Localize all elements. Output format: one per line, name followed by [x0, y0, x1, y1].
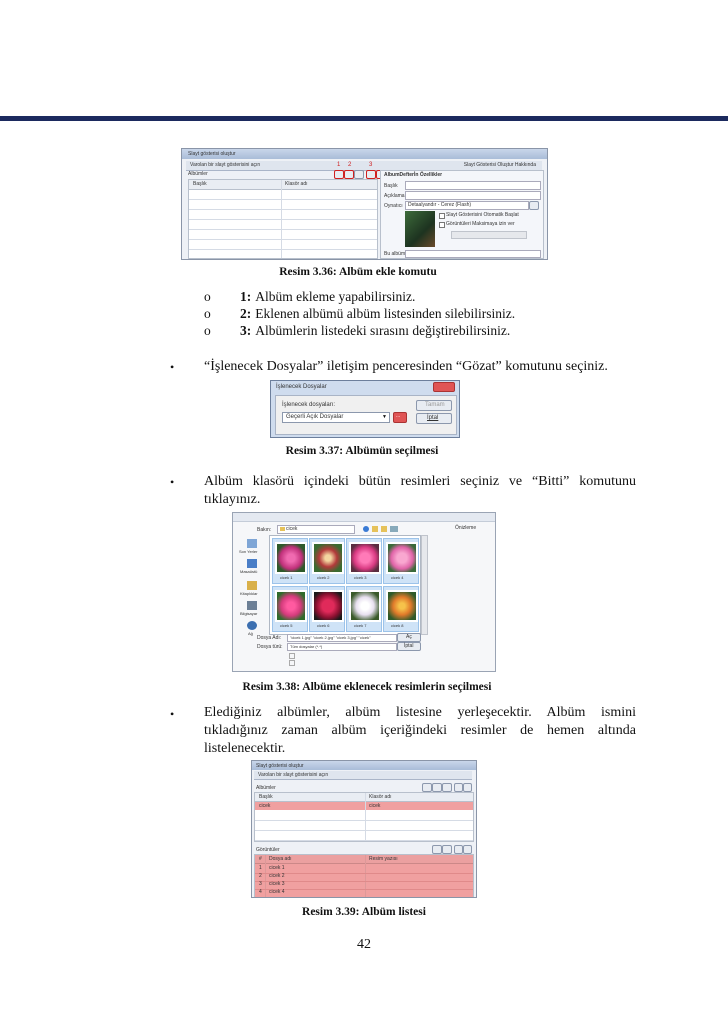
browse-button[interactable]: [393, 412, 407, 423]
preview-label: Önizleme: [455, 525, 477, 531]
file-item[interactable]: [309, 586, 345, 632]
allow-images-checkbox[interactable]: [439, 222, 445, 228]
auto-start-label: Slayt Gösterisini Otomatik Başlat: [446, 212, 519, 218]
row-number: 1: [259, 865, 262, 871]
window-titlebar: [252, 761, 476, 770]
window-titlebar: [182, 149, 547, 159]
title-label: Başlık: [384, 183, 398, 189]
table-row[interactable]: [255, 821, 473, 831]
tab-open-existing[interactable]: Varolan bir slayt gösterisini açın: [258, 772, 329, 778]
move-up-button[interactable]: [454, 783, 463, 792]
subitem-text: Eklenen albümü albüm listesinden silebilirsiniz.: [255, 306, 516, 321]
file-item[interactable]: [346, 586, 382, 632]
remove-album-button[interactable]: [344, 170, 354, 179]
callout-2: 2: [348, 162, 352, 168]
subitem-number: 3:: [240, 323, 252, 338]
bullet: •: [170, 707, 175, 721]
file-grid: [269, 535, 421, 635]
callout-1: 1: [337, 162, 341, 168]
col-file: Dosya adı: [269, 856, 292, 862]
row-number: 4: [259, 889, 262, 895]
details-title: AlbumDefterİn Özellikler: [384, 172, 443, 178]
file-name: cicek 4: [391, 575, 404, 580]
close-icon[interactable]: [433, 382, 455, 392]
file-type-value: Tüm dosyalar (*.*): [290, 644, 323, 649]
file-name-value: "cicek 1.jpg" "cicek 2.jpg" "cicek 3.jpg" "cicek": [290, 635, 371, 640]
place-label: Kitaplıklar: [240, 591, 258, 596]
row-file: cicek 3: [269, 881, 285, 887]
open-button[interactable]: [397, 633, 421, 642]
subitem-1-text: [240, 289, 415, 305]
checkbox[interactable]: [289, 660, 295, 666]
add-album-button[interactable]: [422, 783, 432, 792]
place-label: Son Yerler: [239, 549, 258, 554]
table-row[interactable]: [189, 230, 377, 240]
table-row[interactable]: [189, 200, 377, 210]
disabled-select: [451, 231, 527, 239]
page-number: 42: [357, 937, 371, 952]
subitem-2: [204, 306, 211, 322]
cancel-label: İptal: [404, 643, 414, 649]
file-item[interactable]: [272, 538, 308, 584]
player-label: Oynatıcı: [384, 203, 403, 209]
file-type-label: Dosya türü:: [257, 644, 283, 650]
instruction-paragraph-3-line-1: Elediğiniz albümler, albüm listesine yerleşecektir. Albüm ismini: [204, 705, 636, 720]
caption-text: Resim 3.37: Albümün seçilmesi: [285, 445, 439, 457]
screenshot-open-dialog: [232, 512, 496, 672]
row-file: cicek 2: [269, 873, 285, 879]
libraries-icon[interactable]: [247, 581, 257, 590]
edit-album-button[interactable]: [354, 170, 364, 179]
file-thumbnail: [386, 590, 418, 622]
window-title: Slayt gösterisi oluştur: [256, 763, 304, 769]
instruction-paragraph-1: “İşlenecek Dosyalar” iletişim penceresinden “Gözat” komutunu seçiniz.: [204, 359, 608, 374]
places-bar: [237, 535, 267, 639]
images-label: Görüntüler: [256, 847, 280, 853]
file-thumbnail: [386, 542, 418, 574]
dialog-body: [275, 395, 457, 435]
row-file: cicek 4: [269, 889, 285, 895]
tab-bar: [254, 771, 472, 780]
table-row[interactable]: [189, 220, 377, 230]
file-name: cicek 6: [317, 623, 330, 628]
screenshot-album-list: [251, 760, 477, 898]
file-item[interactable]: [383, 586, 419, 632]
subitem-marker: o: [204, 306, 211, 321]
look-in-select[interactable]: [277, 525, 355, 534]
player-select[interactable]: [405, 201, 529, 210]
albums-table: [188, 179, 378, 259]
add-album-button[interactable]: [334, 170, 344, 179]
window-title: Slayt gösterisi oluştur: [188, 151, 236, 157]
scrollbar[interactable]: [421, 535, 428, 635]
move-up-button[interactable]: [366, 170, 376, 179]
back-icon[interactable]: [363, 526, 369, 532]
new-folder-icon[interactable]: [381, 526, 387, 532]
move-image-up-button[interactable]: [454, 845, 463, 854]
table-header: [255, 793, 473, 802]
file-thumbnail: [275, 542, 307, 574]
network-icon[interactable]: [247, 621, 257, 630]
row-number: 2: [259, 873, 262, 879]
bullet: •: [170, 360, 175, 374]
subitem-3: [204, 323, 211, 339]
table-row[interactable]: [189, 240, 377, 250]
file-name: cicek 7: [354, 623, 367, 628]
view-menu-icon[interactable]: [390, 526, 398, 532]
up-folder-icon[interactable]: [372, 526, 378, 532]
file-item[interactable]: [272, 586, 308, 632]
look-in-label: Bakın:: [257, 527, 272, 533]
checkbox[interactable]: [289, 653, 295, 659]
screenshot-files-dialog: [270, 380, 460, 438]
file-thumbnail: [275, 590, 307, 622]
subitem-marker: o: [204, 289, 211, 304]
tab-about[interactable]: Slayt Gösterisi Oluştur Hakkında: [463, 162, 536, 168]
folder-icon: [280, 527, 285, 531]
file-item[interactable]: [309, 538, 345, 584]
cancel-button[interactable]: [416, 413, 452, 424]
place-label: Bilgisayar: [240, 611, 258, 616]
description-label: Açıklama: [384, 193, 405, 199]
col-number: #: [259, 856, 262, 862]
instruction-paragraph-2-line-2: tıklayınız.: [204, 492, 261, 507]
place-label: Ağ: [248, 631, 253, 636]
chevron-down-icon: ▼: [382, 414, 387, 420]
file-item[interactable]: [346, 538, 382, 584]
header-rule: [0, 116, 728, 121]
file-name: cicek 8: [391, 623, 404, 628]
place-label: Masaüstü: [240, 569, 258, 574]
auto-start-checkbox[interactable]: [439, 213, 445, 219]
edit-album-button[interactable]: [442, 783, 452, 792]
caption-3-36: [0, 266, 728, 278]
file-name: cicek 1: [280, 575, 293, 580]
subitem-text: Albümlerin listedeki sırasını değiştirebilirsiniz.: [255, 323, 511, 338]
dialog-title: İşlenecek Dosyalar: [276, 384, 327, 390]
remove-image-button[interactable]: [442, 845, 452, 854]
file-thumbnail: [349, 590, 381, 622]
albums-label: Albümler: [188, 171, 208, 177]
table-row[interactable]: [255, 811, 473, 821]
album-select[interactable]: [405, 250, 541, 258]
file-thumbnail: [349, 542, 381, 574]
album-folder-cell: cicek: [369, 803, 381, 809]
album-details-panel: [380, 170, 544, 259]
open-label: Aç: [406, 634, 412, 640]
recent-places-icon[interactable]: [247, 539, 257, 548]
player-value: Detaalyandır - Cerez (Flash): [408, 202, 472, 208]
col-folder: Klasör adı: [369, 794, 392, 800]
col-folder: Klasör adı: [285, 181, 308, 187]
move-image-down-button[interactable]: [463, 845, 472, 854]
album-title-cell: cicek: [259, 803, 271, 809]
player-settings-button[interactable]: [529, 201, 539, 210]
col-caption: Resim yazısı: [369, 856, 398, 862]
subitem-1: [204, 289, 211, 305]
instruction-paragraph-3-line-3: listelenecektir.: [204, 741, 286, 756]
remove-album-button[interactable]: [432, 783, 442, 792]
screenshot-add-album: [181, 148, 548, 260]
computer-icon[interactable]: [247, 601, 257, 610]
table-row[interactable]: [255, 831, 473, 841]
window-titlebar: [233, 513, 495, 522]
look-in-value: cicek: [286, 526, 298, 532]
cancel-button[interactable]: [397, 642, 421, 651]
row-file: cicek 1: [269, 865, 285, 871]
caption-text: Resim 3.39: Albüm listesi: [302, 906, 426, 918]
description-input[interactable]: [405, 191, 541, 200]
row-number: 3: [259, 881, 262, 887]
callout-3: 3: [369, 162, 373, 168]
bullet: •: [170, 475, 175, 489]
subitem-2-text: [240, 306, 515, 322]
table-row[interactable]: [255, 888, 473, 898]
images-table: [254, 854, 474, 898]
subitem-3-text: [240, 323, 510, 339]
albums-label: Albümler: [256, 785, 276, 791]
table-row[interactable]: [189, 190, 377, 200]
ok-button[interactable]: [416, 400, 452, 411]
file-item[interactable]: [383, 538, 419, 584]
instruction-paragraph-2-line-1: Albüm klasörü içindeki bütün resimleri seçiniz ve “Bitti” komutunu: [204, 474, 636, 489]
album-label: Bu albüm: [384, 251, 406, 257]
file-type-select[interactable]: [287, 643, 397, 651]
table-header: [255, 855, 473, 864]
file-name: cicek 2: [317, 575, 330, 580]
subitem-number: 2:: [240, 306, 252, 321]
desktop-icon[interactable]: [247, 559, 257, 568]
files-select[interactable]: [282, 412, 390, 423]
file-name: cicek 3: [354, 575, 367, 580]
caption-text: Resim 3.36: Albüm ekle komutu: [279, 266, 437, 278]
caption-text: Resim 3.38: Albüme eklenecek resimlerin seçilmesi: [242, 681, 492, 693]
player-preview-image: [405, 211, 435, 247]
move-down-button[interactable]: [463, 783, 472, 792]
add-image-button[interactable]: [432, 845, 442, 854]
table-header: [189, 180, 377, 190]
tab-open-existing[interactable]: Varolan bir slayt gösterisini açın: [190, 162, 261, 168]
browse-label: ...: [396, 413, 401, 419]
albums-table: [254, 792, 474, 842]
subitem-text: Albüm ekleme yapabilirsiniz.: [255, 289, 416, 304]
ok-label: Tamam: [425, 402, 445, 408]
file-name: cicek 5: [280, 623, 293, 628]
table-row-selected[interactable]: [255, 802, 473, 810]
caption-3-37: [0, 445, 728, 457]
file-name-label: Dosya Adı:: [257, 635, 282, 641]
subitem-number: 1:: [240, 289, 252, 304]
allow-images-label: Görüntüleri Maksimaya izin ver: [446, 221, 515, 227]
file-name-input[interactable]: [287, 634, 397, 642]
title-input[interactable]: [405, 181, 541, 190]
cancel-label: İptal: [427, 415, 439, 421]
subitem-marker: o: [204, 323, 211, 338]
table-row[interactable]: [189, 210, 377, 220]
file-thumbnail: [312, 542, 344, 574]
col-title: Başlık: [259, 794, 273, 800]
files-label: İşlenecek dosyaları:: [282, 402, 336, 408]
file-thumbnail: [312, 590, 344, 622]
instruction-paragraph-3-line-2: tıkladığınız zaman albüm içeriğindeki resimler de hemen altında: [204, 723, 636, 738]
caption-3-39: [0, 906, 728, 918]
files-select-value: Geçerli Açık Dosyalar: [286, 414, 344, 420]
col-title: Başlık: [193, 181, 207, 187]
caption-3-38: [0, 681, 728, 693]
